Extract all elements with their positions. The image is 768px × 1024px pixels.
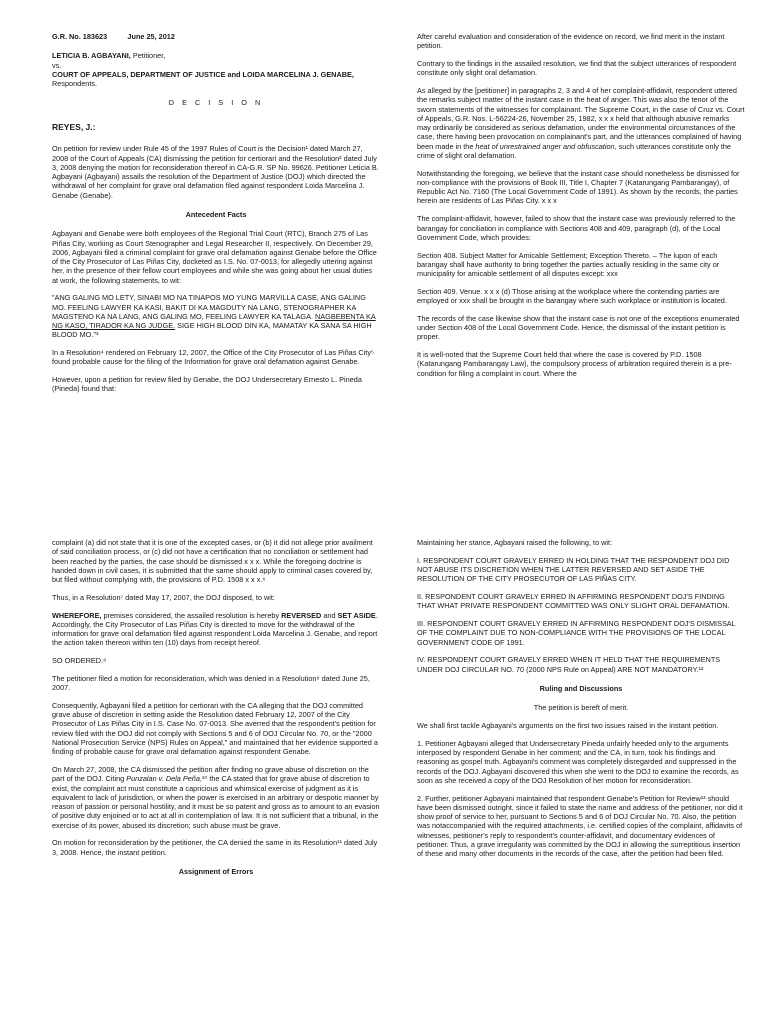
paragraph: As alleged by the [petitioner] in paragraphs 2, 3 and 4 of her complaint-affidavit, respondent uttered the remarks subject matter of the instant case in the heat of anger. This was also the tenor of the sworn statements of the witnesses for complainant. The Supreme Court, in the case of Cruz vs. Court of Appeals, G.R. Nos. L-56224-26, November 25, 1982, x x x held that although abusive remarks may ordinarily be considered as serious defamation, under the environmental circumstances of the case, there having been provocation on complainant's part, and the utterances complained of having been made in the heat of unrestrained anger and obfuscation, such utterances constitute only the crime of slight oral defamation. — [417, 86, 745, 160]
error-item: II. RESPONDENT COURT GRAVELY ERRED IN AFFIRMING RESPONDENT DOJ'S FINDING THAT WHAT PRIVATE RESPONDENT COMMITTED WAS ONLY SLIGHT ORAL DEFAMATION. — [417, 592, 730, 611]
decision-title: D E C I S I O N — [168, 98, 264, 108]
paragraph: On motion for reconsideration by the petitioner, the CA denied the same in its Resolution¹¹ dated July 3, 2008. Hence, the instant petition. — [52, 838, 378, 857]
section-heading: Antecedent Facts — [185, 209, 247, 219]
paragraph: We shall first tackle Agbayani's arguments on the first two issues raised in the instant petition. — [417, 720, 719, 730]
paragraph: Contrary to the findings in the assailed resolution, we find that the subject utterances of respondent constitute only slight oral defamation. — [417, 59, 737, 78]
page-top-left — [52, 32, 380, 402]
error-item: III. RESPONDENT COURT GRAVELY ERRED IN AFFIRMING RESPONDENT DOJ'S DISMISSAL OF THE COMPLAINT DUE TO NON-COMPLIANCE WITH THE PROVISIONS OF THE LOCAL GOVERNMENT CODE OF 1991. — [417, 619, 736, 647]
paragraph: The petitioner filed a motion for reconsideration, which was denied in a Resolution⁹ dated June 25, 2007. — [52, 673, 370, 693]
paragraph: Maintaining her stance, Agbayani raised the following, to wit: — [417, 538, 613, 547]
section-heading: Ruling and Discussions — [539, 683, 623, 693]
paragraph: Thus, in a Resolution⁷ dated May 17, 2007, the DOJ disposed, to wit: — [52, 592, 275, 602]
page-top-right — [417, 32, 745, 386]
paragraph: The complaint-affidavit, however, failed to show that the instant case was previously referred to the barangay for conciliation in compliance with Sections 408 and 409, paragraph (d), of the Local Government Code, which provides: — [417, 214, 736, 242]
page-bottom-right — [417, 538, 745, 867]
paragraph: On petition for review under Rule 45 of the 1997 Rules of Court is the Decision¹ dated March 27, 2008 of the Court of Appeals (CA) dismissing the petition for certiorari and the Resolution² dated July 3, 2008 denying the motion for reconsideration thereof in CA-G.R. SP No. 99626. Petitioner Leticia B. Agbayani (Agbayani) assails the resolution of the Department of Justice (DOJ) which directed the withdrawal of her complaint for grave oral defamation filed against respondent Loida Marcelina J. Genabe (Genabe). — [52, 144, 379, 200]
dispositive-portion: WHEREFORE, premises considered, the assailed resolution is hereby REVERSED and SET ASIDE. Accordingly, the City Prosecutor of Las Piñas City is directed to move for the withdrawal of the information for grave oral defamation filed against respondent Loida Marcelina J. Genabe, and report the action taken thereon within ten (10) days from receipt hereof. — [52, 610, 378, 648]
paragraph: The petition is bereft of merit. — [533, 703, 629, 713]
caption-vs: vs. — [52, 60, 62, 70]
error-item: I. RESPONDENT COURT GRAVELY ERRED IN HOLDING THAT THE RESPONDENT DOJ DID NOT ABUSE ITS DISCRETION WHEN THE LATTER REVERSED AND SET ASIDE THE RESOLUTION OF THE CITY PROSECUTOR OF LAS PIÑAS CITY. — [417, 555, 730, 584]
paragraph: 2. Further, petitioner Agbayani maintained that respondent Genabe's Petition for Review¹³ should have been dismissed outright, since it failed to state the name and address of the petitioner, nor did it show proof of service to her, pursuant to Sections 5 and 6 of DOJ Circular No. 70. Also, the petition was notaccompanied with the required attachments, i.e. certified copies of the complaint, affidavits of witnesses, petitioner's reply to respondent's counter-affidavit, and documentary evidences of petitioner. Thus, a grave irregularity was committed by the DOJ in allowing the surreptitious insertion of these and many other documents in the records of the case, after the petition had been filed. — [417, 793, 743, 859]
paragraph: Agbayani and Genabe were both employees of the Regional Trial Court (RTC), Branch 275 of Las Piñas City, working as Court Stenographer and Legal Researcher II, respectively. On December 29, 2006, Agbayani filed a criminal complaint for grave oral defamation against Genabe before the Office of the City Prosecutor of Las Piñas City, docketed as I.S. No. 07-0013, for allegedly uttering against her, in the presence of their fellow court employees and while she was going about her usual duties at work, the following statements, to wit: — [52, 229, 377, 285]
paragraph: In a Resolution⁴ rendered on February 12, 2007, the Office of the City Prosecutor of Las Piñas City⁵ found probable cause for the filing of the Information for grave oral defamation against Genabe. — [52, 348, 374, 367]
so-ordered: SO ORDERED.⁸ — [52, 656, 107, 666]
paragraph: Section 408. Subject Matter for Amicable Settlement; Exception Thereto. – The lupon of each barangay shall have authority to bring together the parties actually residing in the same city or municipality for amicable settlement of all disputes except: xxx — [417, 250, 720, 279]
paragraph: After careful evaluation and consideration of the evidence on record, we find merit in the instant petition. — [417, 32, 725, 51]
paragraph: Consequently, Agbayani filed a petition for certiorari with the CA alleging that the DOJ committed grave abuse of discretion in setting aside the Resolution dated February 12, 2007 of the City Prosecutor of Las Piñas City in I.S. Case No. 07-0013. She averred that the respondent's petition for review filed with the DOJ did not comply with Sections 5 and 6 of DOJ Circular No. 70, or the "2000 National Prosecution Service (NPS) Rules on Appeal," and maintained that her evidence supported a finding of probable cause for grave oral defamation against respondent Genabe. — [52, 700, 378, 757]
caption-respondents: COURT OF APPEALS, DEPARTMENT OF JUSTICE and LOIDA MARCELINA J. GENABE, Respondents. — [52, 69, 354, 89]
paragraph: It is well-noted that the Supreme Court held that where the case is covered by P.D. 1508 (Katarungang Pambarangay Law), the compulsory process of arbitration required therein is a pre-condition for filing a complaint in court. Where the — [417, 350, 732, 378]
paragraph: complaint (a) did not state that it is one of the excepted cases, or (b) it did not allege prior availment of said conciliation process, or (c) did not have a certification that no conciliation or settlement had been reached by the parties, the case should be dismissed x x x. While the foregoing doctrine is handed down in civil cases, it is submitted that the same should apply to criminal cases covered by, but filed without complying with, the provisions of P.D. 1508 x x x.⁶ — [52, 538, 373, 585]
paragraph: Section 409. Venue. x x x (d) Those arising at the workplace where the contending parties are employed or xxx shall be brought in the barangay where such workplace or institution is located. — [417, 286, 727, 306]
caption-petitioner: LETICIA B. AGBAYANI, Petitioner, — [52, 51, 166, 61]
paragraph: However, upon a petition for review filed by Genabe, the DOJ Undersecretary Ernesto L. Pineda (Pineda) found that: — [52, 375, 362, 394]
paragraph: 1. Petitioner Agbayani alleged that Undersecretary Pineda unfairly heeded only to the arguments interposed by respondent Genabe in her comment; and the CA, in turn, took his findings and reasoning as gospel truth. Agbayani's comment was completely disregarded and suppressed in the records of the DOJ. Agbayani discovered this when she went to the DOJ to examine the records, as soon as she received a copy of the DOJ Resolution of her motion for reconsideration. — [417, 738, 739, 785]
page-bottom-left — [52, 538, 380, 886]
paragraph: Notwithstanding the foregoing, we believe that the instant case should nonetheless be dismissed for non-compliance with the provisions of Book III, Title I, Chapter 7 (Katarungang Pambarangay), of Republic Act No. 7160 (The Local Government Code of 1991). As shown by the records, the parties herein are residents of Las Piñas City. x x x — [417, 168, 740, 206]
paragraph: The records of the case likewise show that the instant case is not one of the exceptions enumerated under Section 408 of the Local Government Code. Hence, the dismissal of the instant petition is proper. — [417, 313, 740, 342]
ponente: REYES, J.: — [52, 121, 96, 132]
error-item: IV. RESPONDENT COURT GRAVELY ERRED WHEN IT HELD THAT THE REQUIREMENTS UNDER DOJ CIRCULAR NO. 70 (2000 NPS Rule on Appeal) ARE NOT MANDATORY.¹² — [417, 655, 721, 674]
quoted-statement: "ANG GALING MO LETY, SINABI MO NA TINAPOS MO YUNG MARVILLA CASE, ANG GALING MO. FEELING LAWYER KA KASI, BAKIT DI KA MAGDUTY NA LANG, STENOGRAPHER KA MAGSTENO KA NA LANG, ANG GALING MO, FEELING LAWYER KA TALAGA. NAGBEBENTA KA NG KASO, TIRADOR KA NG JUDGE. SIGE HIGH BLOOD DIN KA, MAMATAY KA SANA SA HIGH BLOOD MO."³ — [52, 293, 376, 340]
case-number: G.R. No. 183623 June 25, 2012 — [52, 32, 175, 41]
section-heading: Assignment of Errors — [178, 866, 254, 876]
paragraph: On March 27, 2008, the CA dismissed the petition after finding no grave abuse of discretion on the part of the DOJ. Citing Punzalan v. Dela Peña,¹⁰ the CA stated that for grave abuse of discretion to exist, the complaint act must constitute a capricious and whimsical exercise of judgment as it is equivalent to lack of jurisdiction, or when the power is exercised in an arbitrary or despotic manner by reason of passion or personal hostility, and it must be so patent and gross as to amount to an evasion of positive duty enjoined or to act at all in contemplation of law. It is not sufficient that a tribunal, in the exercise of its power, abused its discretion; such abuse must be grave. — [52, 765, 380, 830]
